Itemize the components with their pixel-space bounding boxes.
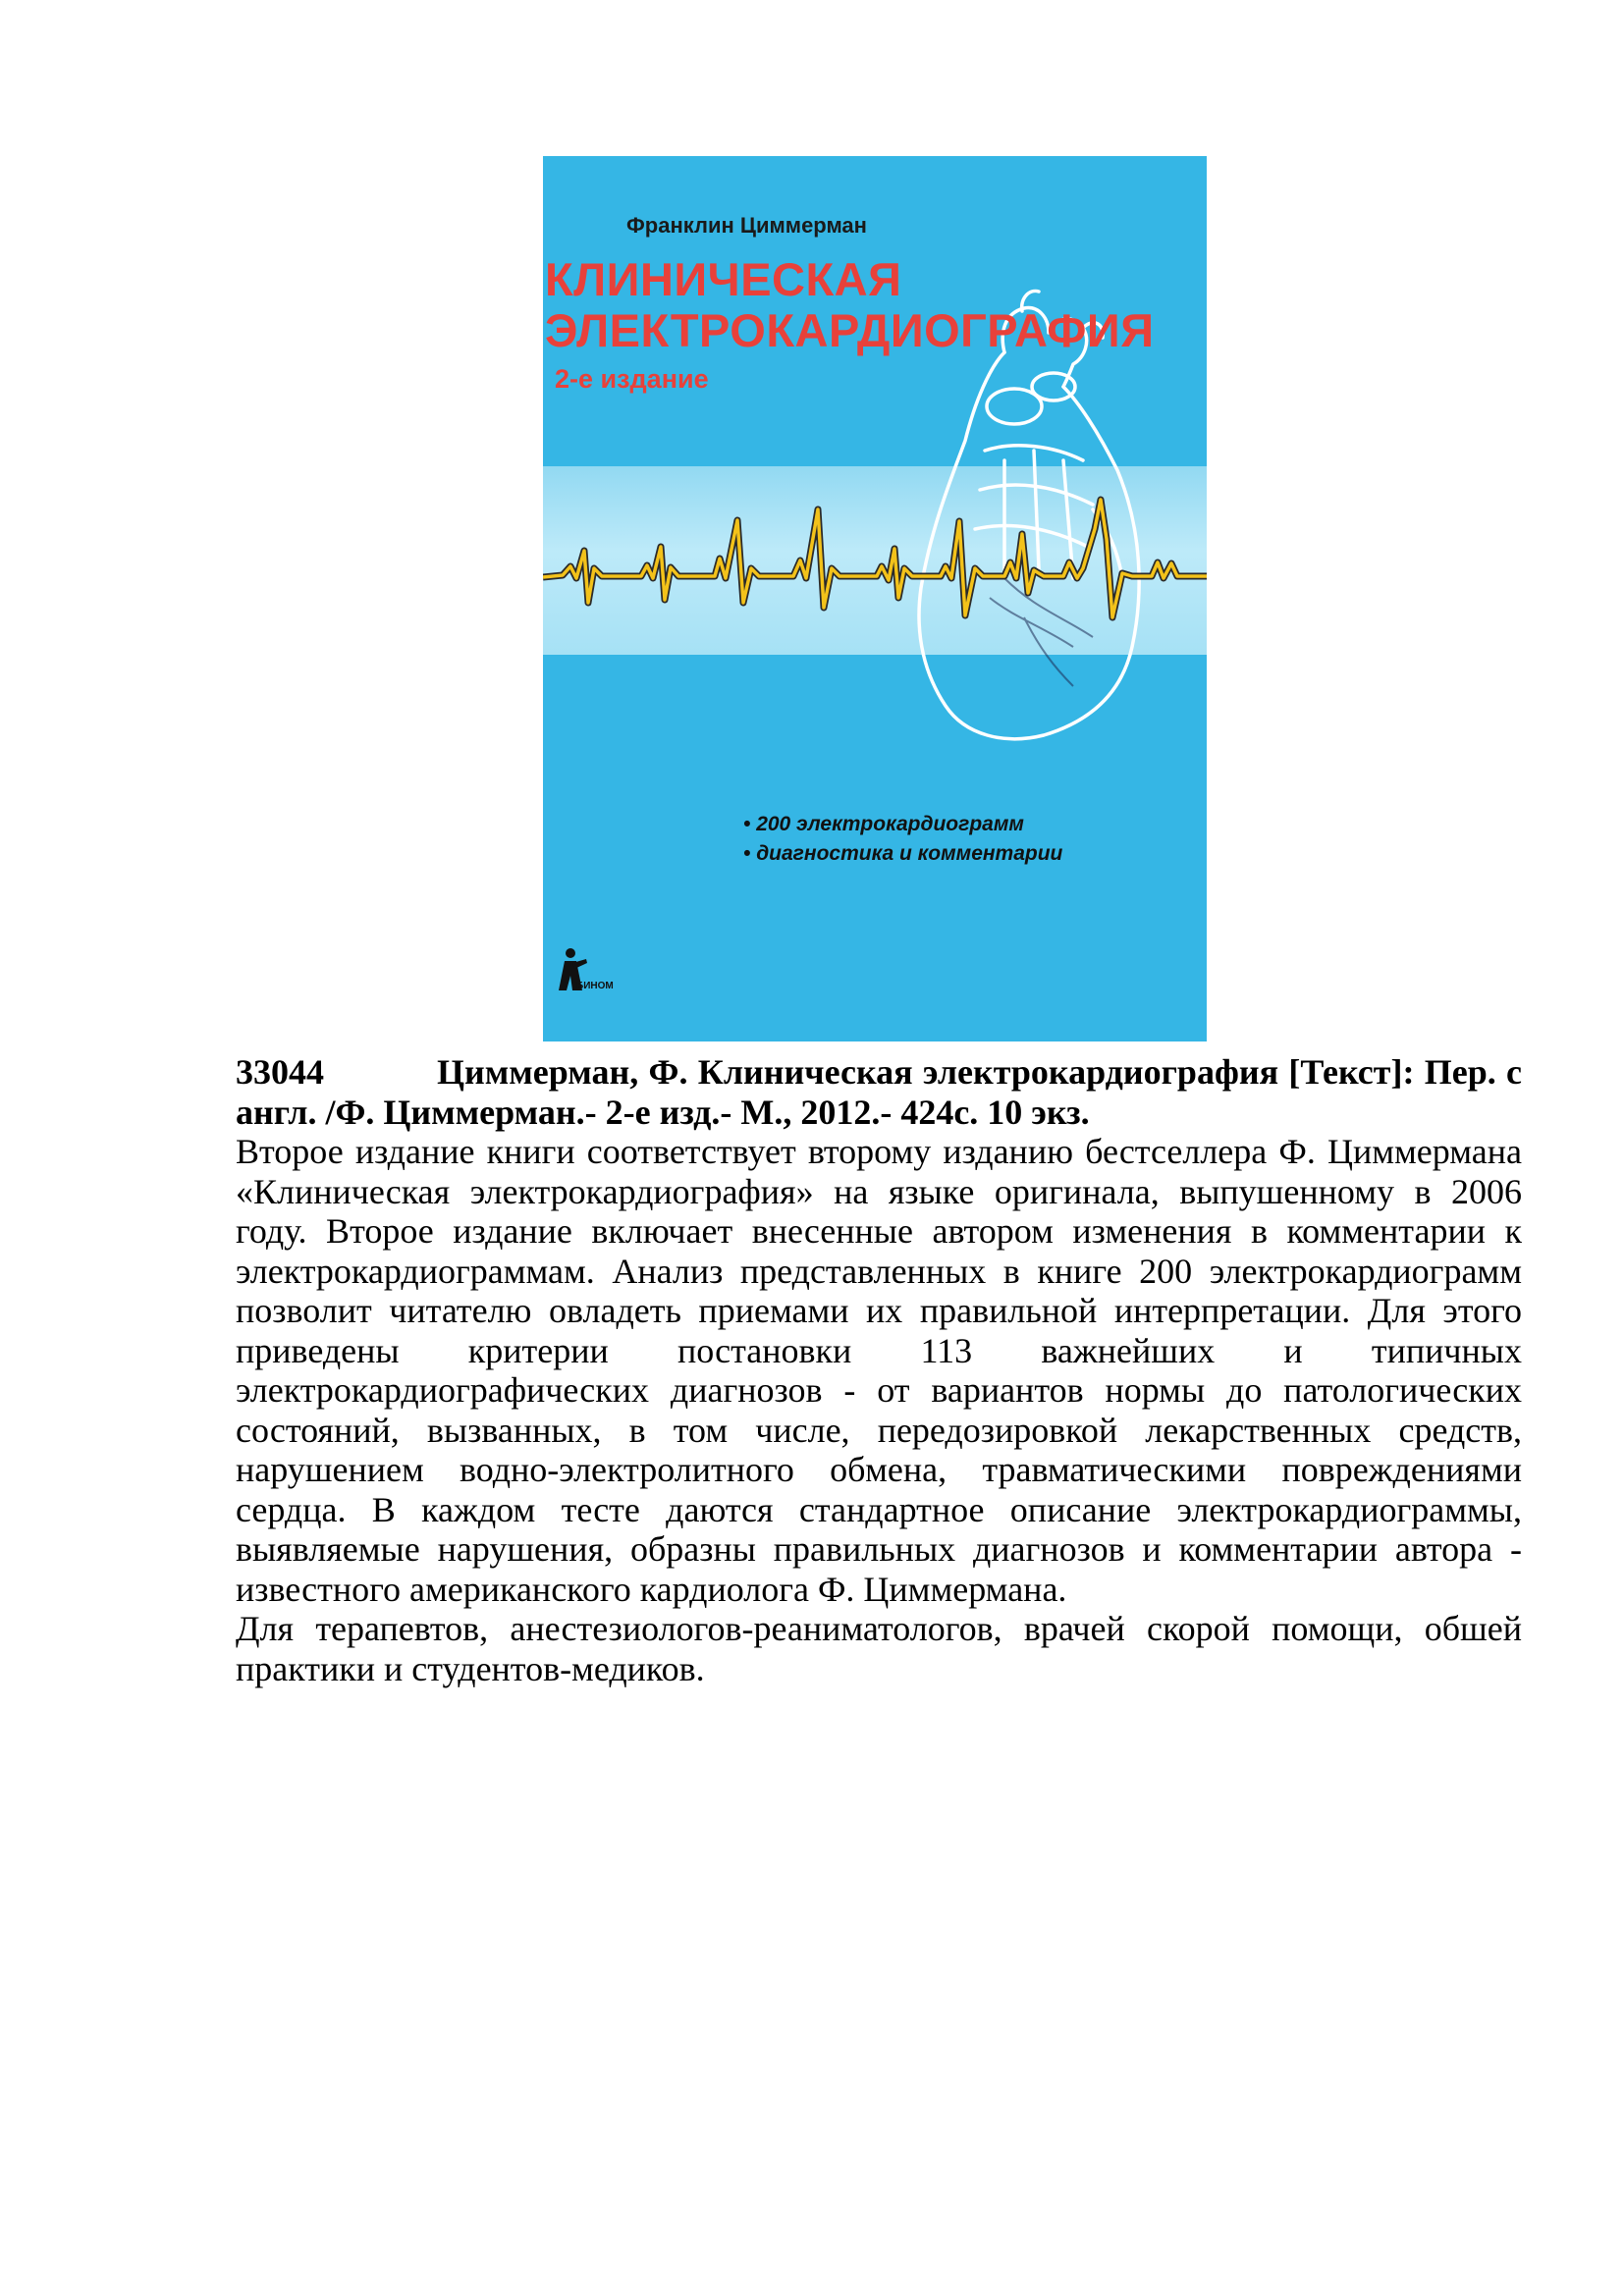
- entry-audience: Для терапевтов, анестезиологов-реаниматологов, врачей скорой помощи, обшей практики и студентов-медиков.: [236, 1609, 1522, 1688]
- cover-title-line-1: КЛИНИЧЕСКАЯ: [545, 253, 902, 305]
- book-cover-image: [543, 156, 1207, 1041]
- cover-title-line-2: ЭЛЕКТРОКАРДИОГРАФИЯ: [545, 304, 1155, 356]
- cover-bullet: • 200 электрокардиограмм: [743, 810, 1062, 839]
- catalogue-entry: [236, 1052, 1522, 1688]
- cover-publisher-name: БИНОМ: [576, 981, 614, 991]
- cover-title: [545, 254, 1154, 356]
- cover-edition: 2-е издание: [555, 364, 709, 394]
- entry-annotation: Второе издание книги соответствует второму изданию бестселлера Ф. Циммермана «Клиническая электрокардиография» на языке оригинала, выпушенному в 2006 году. Второе издание включает внесенные автором изменения в комментарии к электрокардиограммам. Анализ представленных в книге 200 электрокардиограмм позволит читателю овладеть приемами их правильной интерпретации. Для этого приведены критерии постановки 113 важнейших и типичных электрокардиографических диагнозов - от вариантов нормы до патологических состояний, вызванных, в том числе, передозировкой лекарственных средств, нарушением водно-электролитного обмена, травматическими повреждениями сердца. В каждом тесте даются стандартное описание электрокардиограммы, выявляемые нарушения, образны правильных диагнозов и комментарии автора - известного американского кардиолога Ф. Циммермана.: [236, 1132, 1522, 1609]
- entry-heading: [236, 1052, 1522, 1132]
- cover-bullet-list: [743, 810, 1062, 869]
- entry-bibliographic-description: Циммерман, Ф. Клиническая электрокардиография [Текст]: Пер. с англ. /Ф. Циммерман.- 2-е изд.- М., 2012.- 424с. 10 экз.: [236, 1052, 1522, 1132]
- entry-id: 33044: [236, 1052, 324, 1092]
- cover-author: Франклин Циммерман: [626, 213, 867, 238]
- ecg-trace: [543, 500, 1207, 617]
- cover-bullet: • диагностика и комментарии: [743, 839, 1062, 869]
